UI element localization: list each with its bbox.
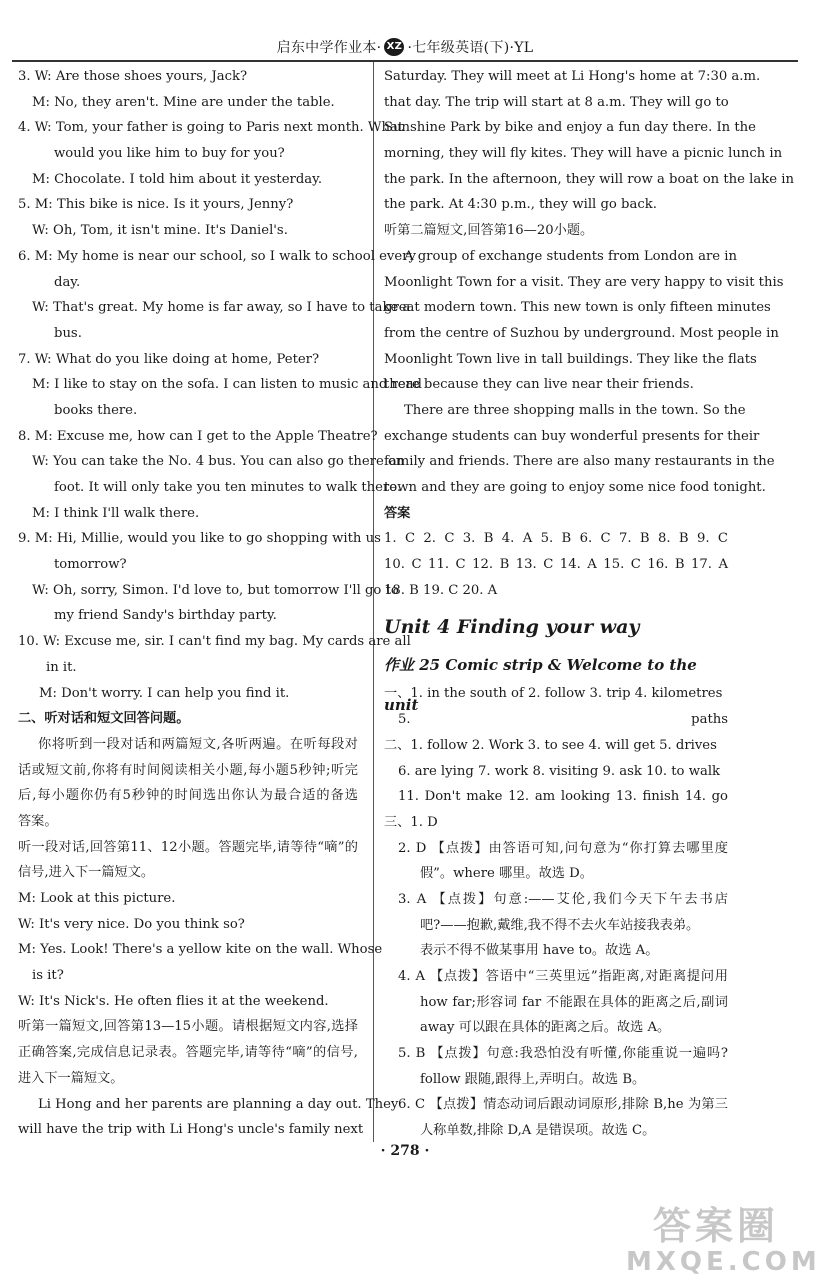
text-line: 二、1. follow 2. Work 3. to see 4. will get 5. drives (384, 737, 717, 753)
text-line: 三、1. D (384, 814, 438, 830)
text-line: exchange students can buy wonderful presents for their (384, 428, 760, 444)
text-line: follow 跟随,跟得上,弄明白。故选 B。 (420, 1071, 646, 1087)
text-line: A group of exchange students from London are in (404, 248, 737, 264)
text-line: my friend Sandy's birthday party. (54, 608, 277, 624)
text-line: 一、1. in the south of 2. follow 3. trip 4. kilometres (384, 686, 723, 702)
text-line: Sunshine Park by bike and enjoy a fun day there. In the (384, 120, 756, 136)
text-line: M: Yes. Look! There's a yellow kite on the wall. Whose (18, 942, 383, 958)
unit-title: Unit 4 Finding your way (384, 616, 640, 639)
text-line: Moonlight Town live in tall buildings. They like the flats (384, 351, 757, 367)
text-line: 答案。 (18, 813, 58, 829)
text-line: 听第二篇短文,回答第16—20小题。 (384, 223, 594, 239)
header-book-title: 启东中学作业本· (276, 40, 382, 56)
text-line: Moonlight Town for a visit. They are very happy to visit this (384, 274, 784, 290)
text-line: 5. B 【点拨】句意:我恐怕没有听懂,你能重说一遍吗? (398, 1046, 728, 1062)
text-line: M: Don't worry. I can help you find it. (39, 685, 290, 701)
text-line: Saturday. They will meet at Li Hong's home at 7:30 a.m. (384, 69, 761, 84)
text-line: tomorrow? (54, 557, 127, 573)
header-subject: ·七年级英语(下)·YL (407, 40, 534, 56)
text-line: 3. A 【点拨】句意:——艾伦,我们今天下午去书店 (398, 891, 728, 907)
text-line: Li Hong and her parents are planning a day out. They (38, 1096, 399, 1112)
text-line: family and friends. There are also many restaurants in the (384, 454, 775, 470)
text-line: from the centre of Suzhou by underground. Most people in (384, 325, 779, 341)
right-column (384, 64, 794, 1144)
text-line: 11. Don't make 12. am looking 13. finish 14. go (398, 789, 728, 805)
text-line: W: It's very nice. Do you think so? (18, 916, 245, 932)
text-line: 10. C 11. C 12. B 13. C 14. A 15. C 16. B 17. A (384, 557, 728, 573)
text-line: 7. W: What do you like doing at home, Peter? (18, 351, 320, 367)
text-line: away 可以跟在具体的距离之后。故选 A。 (420, 1020, 671, 1036)
page-header (240, 36, 570, 58)
text-line: books there. (54, 402, 138, 418)
text-line: 听一段对话,回答第11、12小题。答题完毕,请等待“嘀”的 (18, 839, 358, 855)
section-heading: 二、听对话和短文回答问题。 (18, 711, 190, 727)
text-line: 2. D 【点拨】由答语可知,问句意为“你打算去哪里度 (398, 840, 728, 856)
page-number: · 278 · (380, 1143, 430, 1159)
text-line: 6. M: My home is near our school, so I walk to school every (18, 248, 416, 264)
publisher-logo-icon: XZ (384, 38, 404, 56)
text-line: 听第一篇短文,回答第13—15小题。请根据短文内容,选择 (18, 1019, 358, 1035)
text-line: There are three shopping malls in the town. So the (404, 402, 746, 418)
text-line: the park. In the afternoon, they will row a boat on the lake in (384, 171, 794, 187)
text-line: 信号,进入下一篇短文。 (18, 865, 155, 881)
text-line: in it. (46, 659, 77, 675)
text-line: 后,每小题你仍有5秒钟的时间选出你认为最合适的备选 (18, 788, 358, 804)
text-line: 人称单数,排除 D,A 是错误项。故选 C。 (420, 1123, 656, 1139)
text-line: W: Oh, Tom, it isn't mine. It's Daniel's. (32, 223, 288, 239)
text-line: 假”。where 哪里。故选 D。 (420, 866, 593, 882)
watermark-logo (626, 1204, 821, 1277)
text-line: great modern town. This new town is only fifteen minutes (384, 300, 771, 316)
lesson-title: 作业 25 Comic strip & Welcome to the unit (384, 656, 697, 715)
text-line: is it? (32, 968, 64, 984)
text-line: W: You can take the No. 4 bus. You can also go there on (32, 454, 405, 470)
text-line: morning, they will fly kites. They will have a picnic lunch in (384, 146, 783, 162)
text-line: 4. W: Tom, your father is going to Paris next month. What (18, 120, 404, 136)
text-line: 正确答案,完成信息记录表。答题完毕,请等待“嘀”的信号, (18, 1045, 358, 1061)
header-divider (12, 60, 798, 62)
text-line: how far;形容词 far 不能跟在具体的距离之后,副词 (420, 994, 728, 1010)
text-line: bus. (54, 325, 82, 341)
section-heading: 答案 (384, 505, 411, 521)
text-line: there because they can live near their friends. (384, 377, 694, 393)
text-line: W: It's Nick's. He often flies it at the weekend. (18, 993, 329, 1009)
text-line: foot. It will only take you ten minutes to walk there. (54, 480, 402, 495)
text-line: 6. are lying 7. work 8. visiting 9. ask 10. to walk (398, 763, 721, 779)
text-line: M: Chocolate. I told him about it yesterday. (32, 171, 323, 187)
text-line: the park. At 4:30 p.m., they will go back. (384, 197, 657, 213)
watermark-top: 答案圈 (652, 1204, 779, 1248)
text-line: 18. B 19. C 20. A (384, 582, 498, 598)
text-line: M: I think I'll walk there. (32, 505, 200, 521)
text-line: M: No, they aren't. Mine are under the table. (32, 94, 335, 110)
column-divider (373, 62, 374, 1142)
text-line: 进入下一篇短文。 (18, 1070, 124, 1086)
text-line: W: Oh, sorry, Simon. I'd love to, but tomorrow I'll go to (32, 582, 399, 598)
text-line: 10. W: Excuse me, sir. I can't find my bag. My cards are all (18, 634, 411, 650)
text-line: town and they are going to enjoy some nice food tonight. (384, 480, 766, 495)
text-line: would you like him to buy for you? (54, 146, 285, 162)
text-line: M: I like to stay on the sofa. I can listen to music and read (32, 377, 422, 393)
watermark-url: MXQE.COM (626, 1247, 821, 1277)
text-line: 6. C 【点拨】情态动词后跟动词原形,排除 B,he 为第三 (398, 1097, 728, 1113)
text-line: 你将听到一段对话和两篇短文,各听两遍。在听每段对 (38, 736, 358, 752)
text-line: day. (54, 274, 81, 290)
text-line: 1. C 2. C 3. B 4. A 5. B 6. C 7. B 8. B 9. C (384, 531, 728, 547)
text-line: will have the trip with Li Hong's uncle's family next (18, 1122, 364, 1138)
text-line: 5. paths (398, 712, 728, 728)
text-line: 吧?——抱歉,戴维,我不得不去火车站接我表弟。 (420, 917, 700, 933)
text-line: M: Look at this picture. (18, 891, 176, 906)
text-line: 4. A 【点拨】答语中“三英里远”指距离,对距离提问用 (398, 969, 728, 984)
text-line: 话或短文前,你将有时间阅读相关小题,每小题5秒钟;听完 (18, 762, 358, 778)
text-line: 5. M: This bike is nice. Is it yours, Jenny? (18, 197, 294, 213)
text-line: W: That's great. My home is far away, so I have to take a (32, 300, 411, 316)
text-line: that day. The trip will start at 8 a.m. They will go to (384, 94, 729, 110)
text-line: 3. W: Are those shoes yours, Jack? (18, 69, 248, 84)
text-line: 8. M: Excuse me, how can I get to the Apple Theatre? (18, 428, 378, 444)
text-line: 表示不得不做某事用 have to。故选 A。 (420, 943, 659, 959)
text-line: 9. M: Hi, Millie, would you like to go shopping with us (18, 531, 381, 547)
